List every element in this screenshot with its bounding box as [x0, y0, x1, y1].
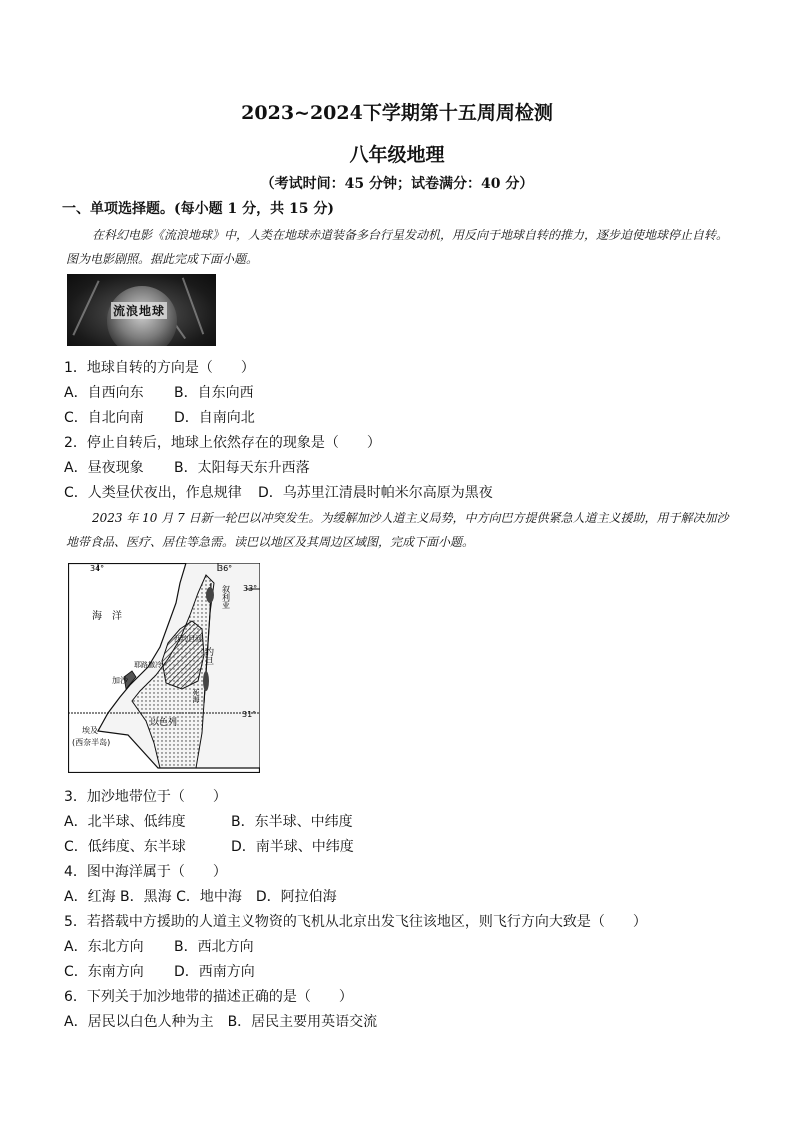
question-3-option-c[interactable]: C．低纬度、东半球: [64, 839, 186, 855]
exam-title: 2023~2024下学期第十五周周检测: [241, 102, 553, 124]
passage-1: 在科幻电影《流浪地球》中，人类在地球赤道装备多台行星发动机，用反向于地球自转的推力，逐步迫使地球停止自转。图为电影剧照。据此完成下面小题。: [66, 228, 729, 266]
egypt-label: 埃及: [82, 726, 98, 735]
gaza-label: 加沙: [112, 676, 128, 685]
question-2-option-a[interactable]: A．昼夜现象: [64, 460, 144, 476]
question-5-option-d[interactable]: D．西南方向: [174, 964, 255, 980]
question-1-option-a[interactable]: A．自西向东: [64, 385, 144, 401]
syria-label: 叙利亚: [221, 585, 231, 609]
lat-33-label: 33°: [243, 584, 258, 593]
movie-title-label: 流浪地球: [113, 304, 166, 318]
lon-36-label: 36°: [218, 564, 233, 573]
west-bank-label: 西约旦河: [174, 635, 202, 643]
question-5-stem: 5．若搭载中方援助的人道主义物资的飞机从北京出发飞往该地区，则飞行方向大致是（ ）: [64, 914, 647, 930]
jerusalem-label: 耶路撒冷: [134, 661, 162, 669]
passage-2: 2023 年 10 月 7 日新一轮巴以冲突发生。为缓解加沙人道主义局势，中方向巴方提供紧急人道主义援助，用于解决加沙地带食品、医疗、居住等急需。读巴以地区及其周边区域图，完成下面小题。: [66, 511, 729, 549]
question-4-options[interactable]: A．红海 B．黑海 C．地中海 D．阿拉伯海: [64, 889, 337, 905]
sinai-label: (西奈半岛): [72, 738, 111, 747]
exam-subject: 八年级地理: [349, 144, 445, 166]
question-1-stem: 1．地球自转的方向是（ ）: [64, 360, 255, 376]
question-6-options[interactable]: A．居民以白色人种为主 B．居民主要用英语交流: [64, 1014, 378, 1030]
question-3-option-d[interactable]: D．南半球、中纬度: [231, 839, 354, 855]
question-4-stem: 4．图中海洋属于（ ）: [64, 864, 227, 880]
question-2-option-c[interactable]: C．人类昼伏夜出，作息规律: [64, 485, 242, 501]
question-2-option-b[interactable]: B．太阳每天东升西落: [174, 460, 310, 476]
dead-sea-label: 死海: [192, 689, 200, 703]
dead-sea: [203, 671, 209, 691]
question-1-option-d[interactable]: D．自南向北: [174, 410, 255, 426]
jordan-label: 约旦: [203, 647, 213, 665]
lon-34-label: 34°: [90, 564, 105, 573]
question-1-option-c[interactable]: C．自北向南: [64, 410, 144, 426]
lake-galilee: [206, 587, 214, 603]
movie-still-image: [67, 274, 216, 346]
question-6-stem: 6．下列关于加沙地带的描述正确的是（ ）: [64, 989, 353, 1005]
exam-info: （考试时间：45 分钟；试卷满分：40 分）: [260, 176, 534, 192]
question-5-option-b[interactable]: B．西北方向: [174, 939, 254, 955]
middle-east-map: [68, 563, 260, 773]
question-1-option-b[interactable]: B．自东向西: [174, 385, 254, 401]
lat-31-label: 31°: [242, 710, 257, 719]
sea-label: 海 洋: [92, 611, 122, 622]
israel-label: 以色列: [150, 718, 178, 728]
question-3-stem: 3．加沙地带位于（ ）: [64, 789, 227, 805]
question-2-stem: 2．停止自转后，地球上依然存在的现象是（ ）: [64, 435, 381, 451]
question-5-option-c[interactable]: C．东南方向: [64, 964, 144, 980]
question-2-option-d[interactable]: D．乌苏里江清晨时帕米尔高原为黑夜: [258, 485, 493, 501]
section-title: 一、单项选择题。(每小题 1 分，共 15 分): [62, 201, 334, 217]
question-3-option-b[interactable]: B．东半球、中纬度: [231, 814, 353, 830]
question-3-option-a[interactable]: A．北半球、低纬度: [64, 814, 186, 830]
question-5-option-a[interactable]: A．东北方向: [64, 939, 144, 955]
